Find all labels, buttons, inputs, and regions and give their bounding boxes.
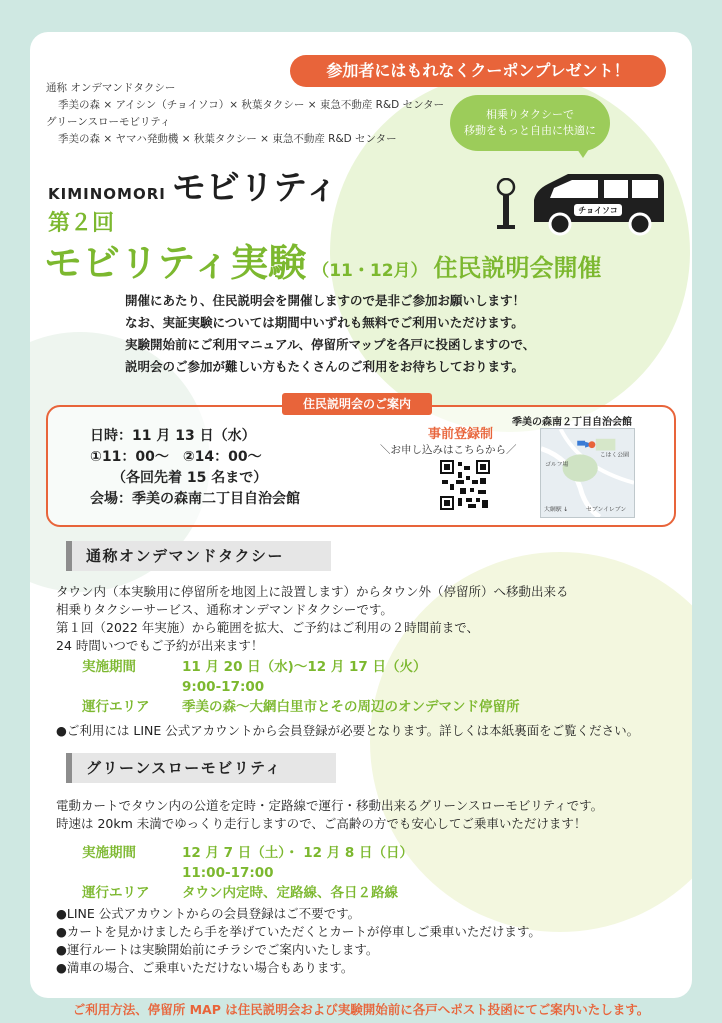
registration-note: ＼お申し込みはこちらから／ <box>380 444 517 456</box>
note-item: ●LINE 公式アカウントからの会員登録はご不要です。 <box>56 906 361 921</box>
body-line: タウン内（本実験用に停留所を地図上に設置します）からタウン外（停留所）へ移動出来る <box>56 584 569 599</box>
session-details <box>90 426 300 510</box>
body-line: 相乗りタクシーサービス、通称オンデマンドタクシーです。 <box>56 602 393 617</box>
intro-line: 説明会のご参加が難しい方もたくさんのご利用をお待ちしております。 <box>125 359 525 374</box>
area-value: 季美の森～大網白里市とその周辺のオンデマンド停留所 <box>182 699 520 715</box>
hours-value: 9:00-17:00 <box>182 679 265 695</box>
speech-bubble <box>450 95 610 151</box>
hours-value: 11:00-17:00 <box>182 865 274 881</box>
section-body <box>56 797 603 833</box>
brand-en: KIMINOMORI <box>48 185 166 203</box>
page-title <box>44 232 602 287</box>
operator-line: 通称 オンデマンドタクシー <box>46 82 176 94</box>
bus-stop-icon <box>495 178 517 230</box>
bubble-line: 相乗りタクシーで <box>486 108 574 121</box>
section-body <box>56 583 569 655</box>
body-line: 第１回（2022 年実施）から範囲を拡大、ご予約はご利用の２時間前まで、 <box>56 620 480 635</box>
schedule-block <box>82 657 520 717</box>
brand-jp: モビリティ <box>171 168 339 208</box>
area-value: タウン内定時、定路線、各日２路線 <box>182 885 398 901</box>
area-label: 運行エリア <box>82 699 150 715</box>
intro-text <box>125 290 535 378</box>
section-note: ●ご利用には LINE 公式アカウントから会員登録が必要となります。詳しくは本紙裏面をご覧ください。 <box>56 723 640 738</box>
intro-line: 開催にあたり、住民説明会を開催しますので是非ご参加お願いします！ <box>125 293 526 308</box>
section-notes <box>56 905 541 977</box>
title-period: （11・12月） <box>312 261 428 281</box>
section-title: 通称オンデマンドタクシー <box>66 541 331 571</box>
map-label: 季美の森南２丁目自治会館 <box>512 417 632 428</box>
period-value: 12 月 7 日（土）・ 12 月 8 日（日） <box>182 845 414 861</box>
operator-line: 季美の森 × ヤマハ発動機 × 秋葉タクシー × 東急不動産 R&D センター <box>58 133 397 145</box>
coupon-banner: 参加者にはもれなくクーポンプレゼント！ <box>290 55 666 87</box>
map-text: セブンイレブン <box>586 507 627 514</box>
body-line: 時速は 20km 未満でゆっくり走行しますので、ご高齢の方でも安心してご乗車いただけます！ <box>56 816 587 831</box>
note-item: ●満車の場合、ご乗車いただけない場合もあります。 <box>56 960 354 975</box>
session-date: 日時：11 月 13 日（水） <box>90 428 256 444</box>
schedule-block <box>82 843 413 903</box>
operator-credits <box>46 80 444 148</box>
session-tag: 住民説明会のご案内 <box>282 393 432 415</box>
bubble-line: 移動をもっと自由に快適に <box>464 124 596 137</box>
footer-note: ご利用方法、停留所 MAP は住民説明会および実験開始前に各戸へポスト投函にてご案内いたします。 <box>72 1002 650 1017</box>
body-line: 電動カートでタウン内の公道を定時・定路線で運行・移動出来るグリーンスローモビリティです。 <box>56 798 604 813</box>
brand-logo <box>48 160 338 209</box>
intro-line: 実験開始前にご利用マニュアル、停留所マップを各戸に投函しますので、 <box>125 337 536 352</box>
registration-title: 事前登録制 <box>428 427 494 442</box>
section-title: グリーンスローモビリティ <box>66 753 336 783</box>
title-sub: 住民説明会開催 <box>433 254 602 282</box>
operator-line: 季美の森 × アイシン（チョイソコ）× 秋葉タクシー × 東急不動産 R&D センター <box>58 99 445 111</box>
qr-code-icon[interactable] <box>440 460 490 510</box>
van-label: チョイソコ <box>578 206 618 215</box>
body-line: 24 時間いつでもご予約が出来ます！ <box>56 638 264 653</box>
note-item: ●カートを見かけましたら手を挙げていただくとカートが停車しご乗車いただけます。 <box>56 924 541 939</box>
round-number: 第２回 <box>48 211 115 236</box>
period-value: 11 月 20 日（水)～12 月 17 日（火） <box>182 659 427 675</box>
intro-line: なお、実証実験については期間中いずれも無料でご利用いただけます。 <box>125 315 524 330</box>
area-label: 運行エリア <box>82 885 150 901</box>
period-label: 実施期間 <box>82 845 136 861</box>
session-capacity: （各回先着 15 名まで） <box>112 470 268 486</box>
map-text: ゴルフ場 <box>544 462 569 469</box>
note-item: ●運行ルートは実験開始前にチラシでご案内いたします。 <box>56 942 379 957</box>
session-times: ①11：00～ ②14：00～ <box>90 449 262 465</box>
map-text: 大網駅 ↓ <box>543 507 569 514</box>
venue-map <box>540 428 635 518</box>
session-venue: 会場：季美の森南二丁目自治会館 <box>90 491 300 507</box>
taxi-van-icon <box>528 170 668 240</box>
operator-line: グリーンスローモビリティ <box>46 116 171 128</box>
period-label: 実施期間 <box>82 659 136 675</box>
map-text: こはく公園 <box>599 452 630 459</box>
bubble-tail <box>575 146 591 158</box>
title-main: モビリティ実験 <box>44 241 307 285</box>
